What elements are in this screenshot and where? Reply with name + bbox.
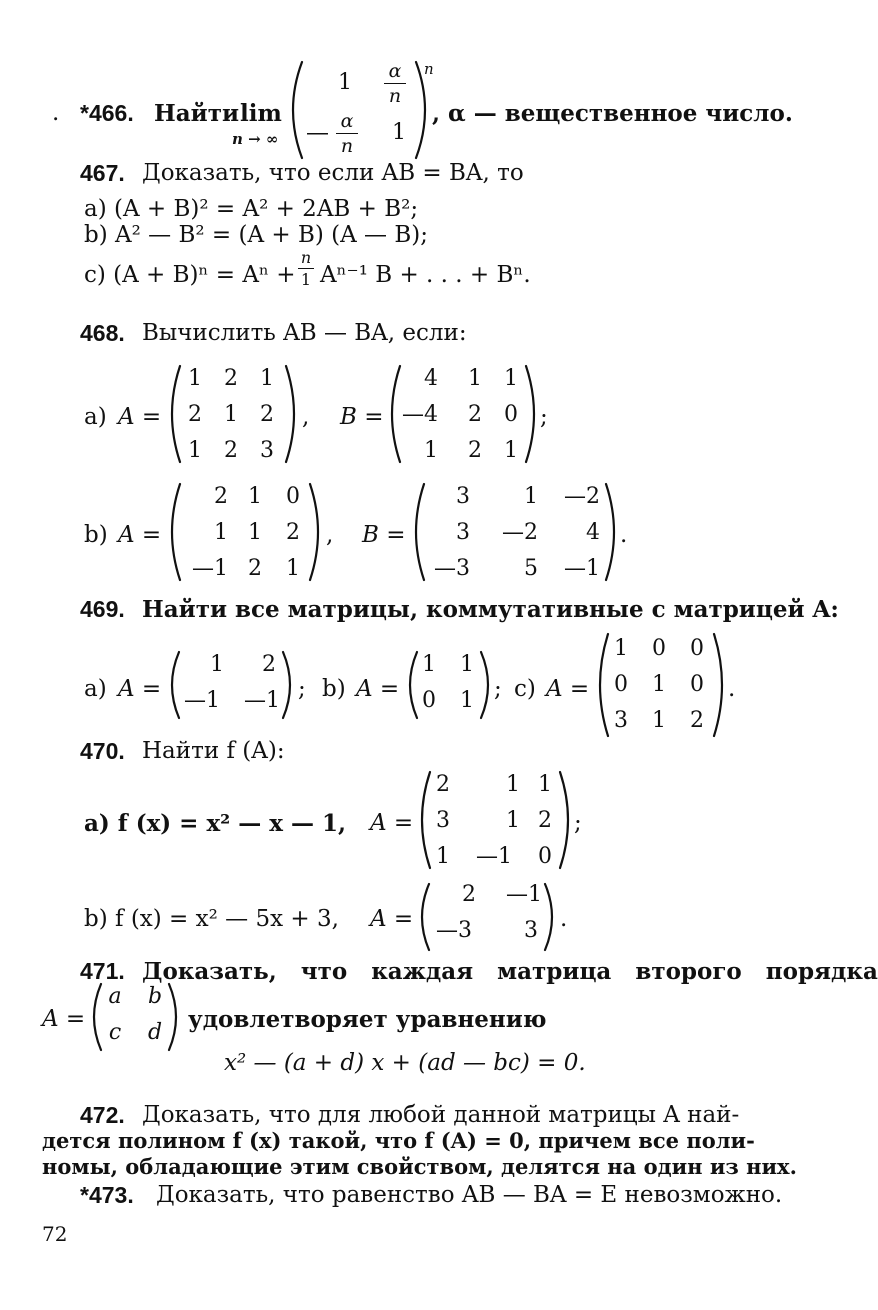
matrix-cell: 2 (436, 772, 450, 797)
matrix-cell: 1 (214, 520, 228, 545)
matrix-cell: —4 (402, 402, 438, 427)
problem-467-c-frac: n 1 (298, 248, 314, 289)
matrix-cell: 0 (652, 636, 666, 661)
matrix-466-power: n (424, 60, 434, 78)
matrix-cell: —2 (502, 520, 538, 545)
m466-21-sign: — (306, 120, 329, 146)
matrix-cell: 2 (468, 402, 482, 427)
matrix-cell: 1 (188, 366, 202, 391)
problem-472-number: 472. (80, 1102, 125, 1128)
problem-469-text: Найти все матрицы, коммутативные с матрицей A: (142, 596, 839, 623)
problem-470-b-A-eq: A = (370, 906, 414, 932)
matrix-cell: —1 (192, 556, 228, 581)
problem-466-number: *466. (80, 100, 134, 126)
problem-467-c-suffix: Aⁿ⁻¹ B + . . . + Bⁿ. (320, 262, 531, 288)
problem-469-b-label: b) (322, 676, 346, 702)
matrix-cell: —1 (506, 882, 542, 907)
matrix-cell: b (147, 984, 163, 1009)
matrix-cell: 3 (456, 484, 470, 509)
matrix-cell: 1 (210, 652, 224, 677)
matrix-cell: 1 (504, 438, 518, 463)
m469c-end: . (728, 676, 736, 702)
matrix-cell: a (108, 984, 122, 1009)
m466-11: 1 (338, 70, 352, 95)
problem-468-a-A-eq: A = (118, 404, 162, 430)
matrix-cell: —3 (436, 918, 472, 943)
m466-22: 1 (392, 120, 406, 145)
problem-469-b-A-eq: A = (356, 676, 400, 702)
matrix-cell: 1 (286, 556, 300, 581)
matrix-cell: 0 (690, 636, 704, 661)
matrix-cell: 2 (262, 652, 276, 677)
m468a-B-right-paren (522, 364, 540, 464)
m468b-A-right-paren (306, 482, 324, 582)
matrix-cell: 0 (422, 688, 436, 713)
m468a-A-right-paren (282, 364, 300, 464)
matrix-cell: 1 (524, 484, 538, 509)
matrix-cell: 2 (462, 882, 476, 907)
problem-471-A-eq: A = (42, 1006, 86, 1032)
matrix-cell: 1 (506, 772, 520, 797)
matrix-cell: 3 (436, 808, 450, 833)
matrix-cell: 3 (456, 520, 470, 545)
problem-473-text: Доказать, что равенство AB — BA = E невозможно. (156, 1182, 783, 1208)
matrix-cell: 2 (260, 402, 274, 427)
problem-473-number: *473. (80, 1182, 134, 1208)
problem-469-a-label: a) (84, 676, 107, 702)
problem-467-number: 467. (80, 160, 125, 186)
m469c-right-paren (710, 632, 728, 738)
problem-470-a-func: a) f (x) = x² — x — 1, (84, 810, 346, 837)
matrix-cell: 2 (188, 402, 202, 427)
problem-471-number: 471. (80, 958, 125, 984)
matrix-cell: 1 (248, 484, 262, 509)
m470a-end: ; (574, 810, 582, 836)
m469a-right-paren (280, 650, 296, 720)
bullet-mark: . (52, 100, 60, 126)
matrix-cell: 1 (504, 366, 518, 391)
matrix-cell: 1 (188, 438, 202, 463)
matrix-cell: 1 (460, 652, 474, 677)
problem-472-line1: Доказать, что для любой данной матрицы A най- (142, 1102, 740, 1128)
m468b-A-left-paren (166, 482, 184, 582)
m468a-sep: , (302, 404, 310, 430)
problem-468-text: Вычислить AB — BA, если: (142, 320, 467, 346)
matrix-cell: 1 (422, 652, 436, 677)
m470b-end: . (560, 906, 568, 932)
matrix-cell: —1 (476, 844, 512, 869)
problem-472-line2: дется полином f (x) такой, что f (A) = 0, причем все поли- (42, 1128, 755, 1153)
problem-468-b-label: b) (84, 522, 108, 548)
problem-470-text: Найти f (A): (142, 738, 285, 764)
matrix-cell: 3 (614, 708, 628, 733)
matrix-cell: —2 (564, 484, 600, 509)
matrix-cell: 4 (586, 520, 600, 545)
problem-472-line3: номы, обладающие этим свойством, делятся на один из них. (42, 1154, 797, 1179)
problem-468-a-B-eq: B = (340, 404, 384, 430)
m468b-end: . (620, 522, 628, 548)
matrix-cell: 3 (524, 918, 538, 943)
matrix-466-left-paren (286, 60, 306, 160)
matrix-cell: 1 (424, 438, 438, 463)
problem-467-b: b) A² — B² = (A + B) (A — B); (84, 222, 428, 248)
problem-470-b-func: b) f (x) = x² — 5x + 3, (84, 906, 339, 932)
matrix-cell: 2 (248, 556, 262, 581)
problem-467-a: a) (A + B)² = A² + 2AB + B²; (84, 196, 419, 222)
m471-right-paren (166, 982, 182, 1052)
lim-label: lim (240, 100, 282, 127)
problem-469-number: 469. (80, 596, 125, 622)
matrix-cell: 3 (260, 438, 274, 463)
problem-470-number: 470. (80, 738, 125, 764)
matrix-cell: 1 (436, 844, 450, 869)
problem-468-b-B-eq: B = (362, 522, 406, 548)
problem-471-equation: x² — (a + d) x + (ad — bc) = 0. (224, 1050, 586, 1076)
matrix-cell: —1 (184, 688, 220, 713)
matrix-cell: 2 (214, 484, 228, 509)
problem-467-c-prefix: c) (A + B)ⁿ = Aⁿ + (84, 262, 296, 288)
m468b-sep: , (326, 522, 334, 548)
matrix-cell: 2 (468, 438, 482, 463)
problem-468-a-label: a) (84, 404, 107, 430)
matrix-cell: —3 (434, 556, 470, 581)
matrix-cell: 1 (652, 708, 666, 733)
problem-468-number: 468. (80, 320, 125, 346)
matrix-cell: 1 (506, 808, 520, 833)
matrix-cell: —1 (564, 556, 600, 581)
matrix-cell: c (108, 1020, 122, 1045)
matrix-cell: 1 (468, 366, 482, 391)
matrix-cell: 5 (524, 556, 538, 581)
m468b-B-right-paren (602, 482, 620, 582)
matrix-cell: 0 (286, 484, 300, 509)
problem-470-a-A-eq: A = (370, 810, 414, 836)
problem-471-text: Доказать, что каждая матрица второго порядка (142, 958, 878, 985)
lim-subscript: n → ∞ (232, 130, 279, 148)
matrix-cell: 2 (286, 520, 300, 545)
matrix-cell: 2 (538, 808, 552, 833)
matrix-cell: —1 (244, 688, 280, 713)
m469b-right-paren (478, 650, 494, 720)
matrix-cell: 0 (504, 402, 518, 427)
m470b-right-paren (542, 882, 558, 952)
matrix-cell: 2 (690, 708, 704, 733)
matrix-cell: 0 (614, 672, 628, 697)
problem-469-a-A-eq: A = (118, 676, 162, 702)
page-number: 72 (42, 1222, 68, 1246)
m469a-end: ; (298, 676, 306, 702)
matrix-cell: 2 (224, 366, 238, 391)
m466-12-frac: α n (384, 60, 406, 107)
matrix-cell: 2 (224, 438, 238, 463)
m466-21-frac: α n (336, 110, 358, 157)
problem-469-c-A-eq: A = (546, 676, 590, 702)
matrix-cell: 1 (248, 520, 262, 545)
problem-468-b-A-eq: A = (118, 522, 162, 548)
matrix-cell: 1 (652, 672, 666, 697)
matrix-cell: 1 (260, 366, 274, 391)
matrix-cell: 0 (538, 844, 552, 869)
matrix-cell: d (147, 1020, 163, 1045)
problem-466-tail: , α — вещественное число. (432, 100, 793, 127)
m469b-end: ; (494, 676, 502, 702)
problem-469-c-label: c) (514, 676, 536, 702)
matrix-cell: 1 (460, 688, 474, 713)
matrix-cell: 1 (224, 402, 238, 427)
m470a-right-paren (556, 770, 574, 870)
matrix-cell: 4 (424, 366, 438, 391)
matrix-cell: 1 (614, 636, 628, 661)
problem-467-text: Доказать, что если AB = BA, то (142, 160, 524, 186)
matrix-cell: 0 (690, 672, 704, 697)
problem-471-text2: удовлетворяет уравнению (188, 1006, 547, 1033)
problem-466-verb: Найти (154, 100, 240, 127)
m468a-end: ; (540, 404, 548, 430)
matrix-cell: 1 (538, 772, 552, 797)
